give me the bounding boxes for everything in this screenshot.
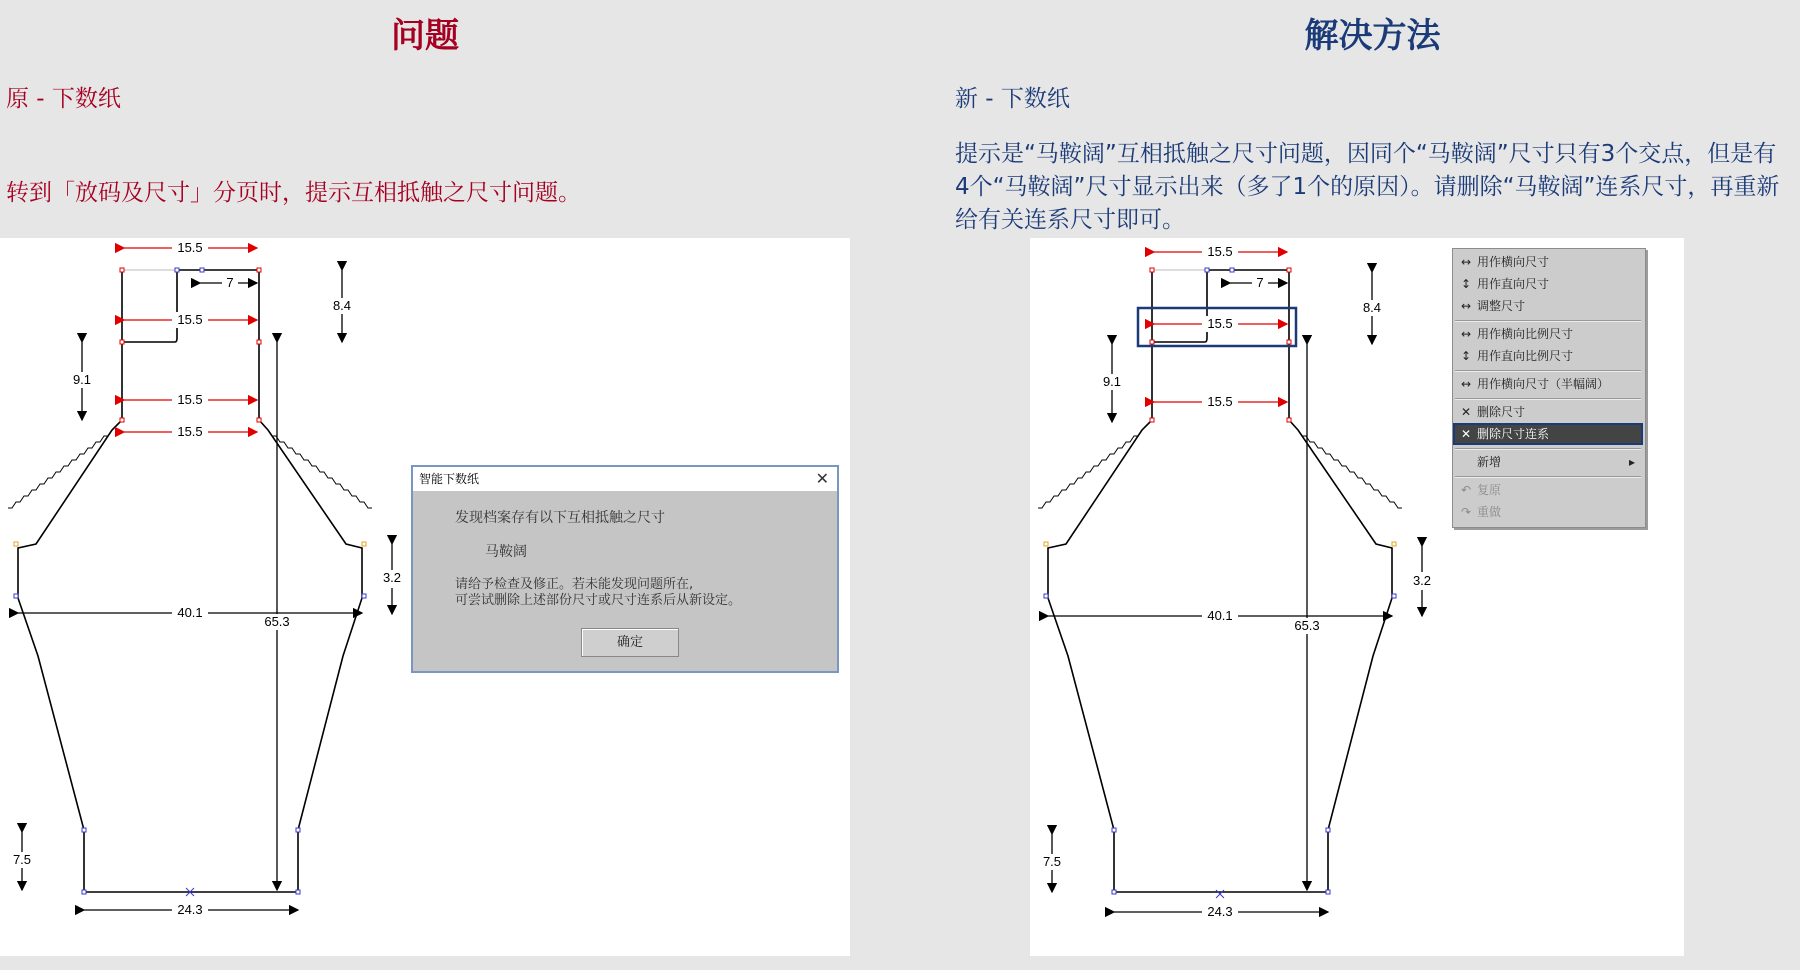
dim-neck-width-1: 15.5 (1207, 316, 1233, 331)
menu-item-label: 重做 (1477, 505, 1502, 519)
menu-item-label: 用作横向尺寸（半幅阔） (1477, 377, 1610, 391)
dialog-hint-2: 可尝试删除上述部份尺寸或尺寸连系后从新设定。 (455, 593, 742, 608)
dim-neck-width-2: 15.5 (1207, 394, 1233, 409)
dim-top-height: 8.4 (1362, 300, 1382, 315)
dialog-titlebar (413, 467, 837, 491)
dialog-title: 智能下数纸 (419, 472, 480, 486)
left-description: 转到「放码及尺寸」分页时，提示互相抵触之尺寸问题。 (6, 180, 581, 206)
dim-shoulder-height: 3.2 (1412, 573, 1432, 588)
heading-problem: 问题 (391, 16, 459, 56)
dim-top-height: 8.4 (332, 298, 352, 313)
redo-icon: ↷ (1460, 505, 1472, 519)
dim-neck-width-3: 15.5 (177, 424, 203, 439)
conflict-dialog (411, 465, 839, 673)
undo-icon: ↶ (1460, 483, 1472, 497)
menu-item-label: 删除尺寸连系 (1477, 427, 1550, 441)
menu-item-label: 用作直向比例尺寸 (1477, 349, 1574, 363)
menu-separator (1455, 398, 1641, 400)
menu-item-label: 用作横向比例尺寸 (1477, 327, 1574, 341)
menu-item-label: 用作横向尺寸 (1477, 255, 1550, 269)
stepped-edge (8, 430, 372, 508)
menu-separator (1455, 448, 1641, 450)
menu-item-vertical-dim[interactable] (1453, 273, 1643, 295)
menu-item-vertical-ratio[interactable] (1453, 345, 1643, 367)
stepped-edge (1038, 430, 1402, 508)
menu-item-horizontal-dim[interactable] (1453, 251, 1643, 273)
menu-item-half-width[interactable] (1453, 373, 1643, 395)
chevron-right-icon: ▸ (1628, 455, 1635, 469)
dim-neck-width-2: 15.5 (177, 392, 203, 407)
dim-notch-width: 7 (1256, 275, 1264, 290)
menu-separator (1455, 320, 1641, 322)
right-subtitle: 新 - 下数纸 (955, 86, 1070, 112)
dim-body-width: 40.1 (1207, 608, 1233, 623)
menu-item-label: 用作直向尺寸 (1477, 277, 1550, 291)
vertical-ratio-icon: ↕ (1460, 349, 1472, 363)
menu-item-label: 复原 (1477, 483, 1502, 497)
adjust-dim-icon: ↔ (1460, 299, 1472, 313)
horizontal-ratio-icon: ↔ (1460, 327, 1472, 341)
pattern-points (14, 268, 366, 894)
menu-item-adjust-dim[interactable] (1453, 295, 1643, 317)
dialog-item: 马鞍阔 (485, 544, 527, 560)
close-icon[interactable]: ✕ (815, 469, 829, 488)
dim-shoulder-height: 3.2 (382, 570, 402, 585)
left-subtitle: 原 - 下数纸 (6, 86, 121, 112)
garment-outline (18, 270, 362, 892)
delete-link-icon: ✕ (1460, 427, 1472, 441)
menu-separator (1455, 476, 1641, 478)
vertical-dim-icon: ↕ (1460, 277, 1472, 291)
dim-neck-height: 9.1 (1102, 374, 1122, 389)
menu-separator (1455, 370, 1641, 372)
dim-hem-height: 7.5 (12, 852, 32, 867)
menu-item-add[interactable] (1453, 451, 1643, 473)
context-menu (1452, 248, 1646, 528)
dim-top-width: 15.5 (1207, 244, 1233, 259)
dim-total-height: 65.3 (264, 614, 290, 629)
heading-solution: 解决方法 (1304, 16, 1441, 56)
half-width-icon: ↔ (1460, 377, 1472, 391)
dim-neck-width-1: 15.5 (177, 312, 203, 327)
dialog-hint-1: 请给予检查及修正。若未能发现问题所在, (455, 577, 694, 592)
ok-button[interactable]: 确定 (581, 628, 679, 657)
menu-item-delete-dim[interactable] (1453, 401, 1643, 423)
menu-item-label: 新增 (1477, 455, 1502, 469)
dim-hem-height: 7.5 (1042, 854, 1062, 869)
dim-total-height: 65.3 (1294, 618, 1320, 633)
dialog-message: 发现档案存有以下互相抵触之尺寸 (455, 510, 665, 526)
horizontal-dim-icon: ↔ (1460, 255, 1472, 269)
dim-body-width: 40.1 (177, 605, 203, 620)
right-description: 提示是“马鞍阔”互相抵触之尺寸问题，因同个“马鞍阔”尺寸只有3个交点，但是有4个“马鞍阔”尺寸显示出来（多了1个的原因）。请删除“马鞍阔”连系尺寸，再重新给有关连系尺寸即可。 (955, 141, 1780, 233)
menu-item-delete-link[interactable] (1453, 423, 1643, 445)
menu-item-redo[interactable] (1453, 501, 1643, 523)
menu-item-undo[interactable] (1453, 479, 1643, 501)
pattern-points (1044, 268, 1396, 894)
menu-item-label: 调整尺寸 (1477, 299, 1526, 313)
menu-item-label: 删除尺寸 (1477, 405, 1526, 419)
menu-item-horizontal-ratio[interactable] (1453, 323, 1643, 345)
dim-neck-height: 9.1 (72, 372, 92, 387)
delete-dim-icon: ✕ (1460, 405, 1472, 419)
dim-notch-width: 7 (226, 275, 234, 290)
dim-hem-width: 24.3 (177, 902, 203, 917)
garment-outline (1048, 270, 1392, 892)
dim-hem-width: 24.3 (1207, 904, 1233, 919)
dim-top-width: 15.5 (177, 240, 203, 255)
